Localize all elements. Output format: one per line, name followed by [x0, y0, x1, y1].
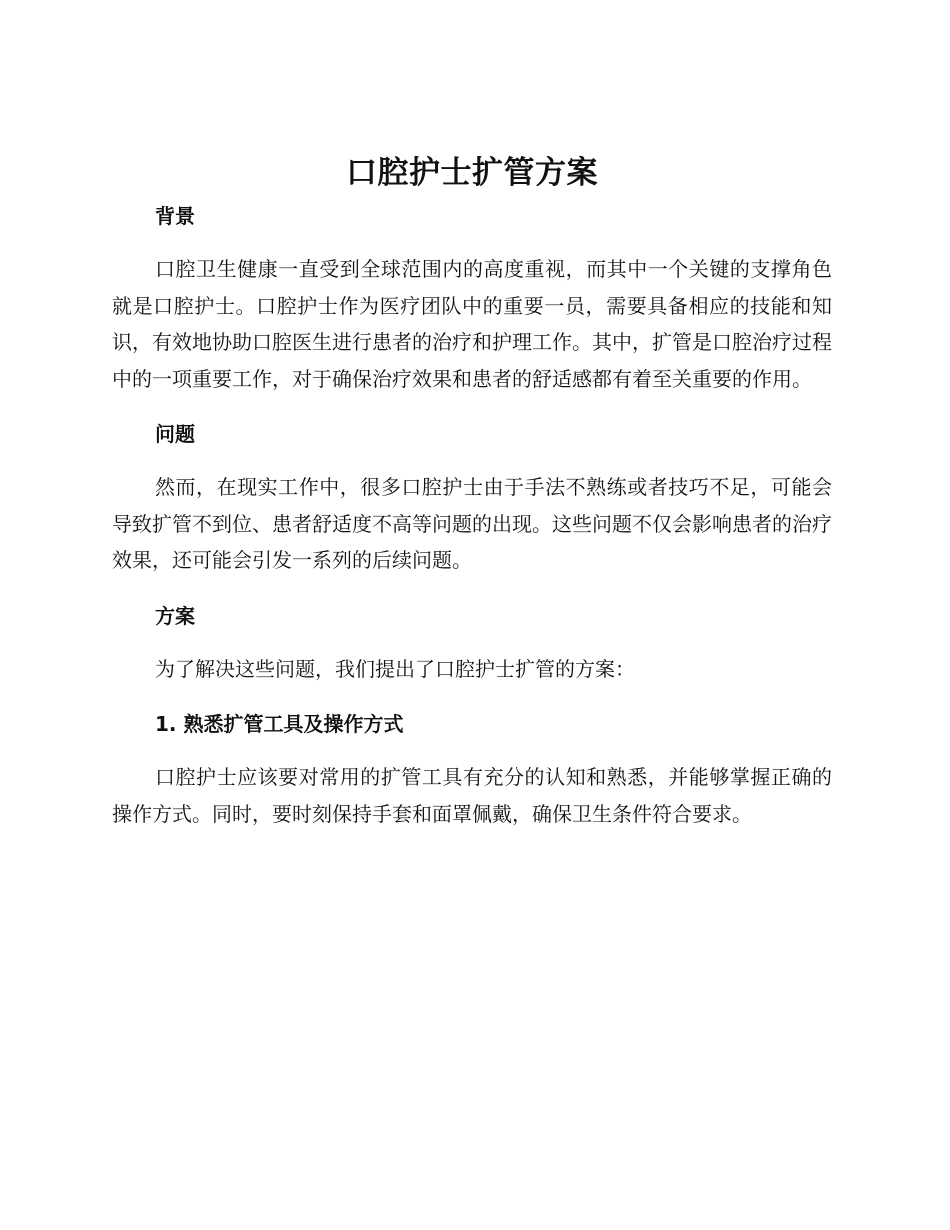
document-title: 口腔护士扩管方案	[346, 155, 598, 191]
spacer	[112, 236, 832, 251]
section-paragraph-background: 口腔卫生健康一直受到全球范围内的高度重视，而其中一个关键的支撑角色就是口腔护士。口腔护士作为医疗团队中的重要一员，需要具备相应的技能和知识，有效地协助口腔医生进行患者的治疗和护理工作。其中，扩管是口腔治疗过程中的一项重要工作，对于确保治疗效果和患者的舒适感都有着至关重要的作用。	[112, 257, 832, 391]
section-heading-problem: 问题	[155, 422, 195, 446]
subsection-heading-tools: 1. 熟悉扩管工具及操作方式	[155, 712, 404, 736]
document-page	[112, 146, 832, 832]
section-heading-solution: 方案	[155, 603, 195, 628]
spacer	[112, 636, 832, 651]
subsection-paragraph-tools: 口腔护士应该要对常用的扩管工具有充分的认知和熟悉，并能够掌握正确的操作方式。同时，要时刻保持手套和面罩佩戴，确保卫生条件符合要求。	[112, 765, 832, 826]
spacer	[112, 454, 832, 469]
section-heading-background: 背景	[155, 204, 195, 228]
section-paragraph-solution: 为了解决这些问题，我们提出了口腔护士扩管的方案：	[155, 656, 635, 681]
spacer	[112, 579, 832, 596]
spacer	[112, 687, 832, 704]
spacer	[112, 744, 832, 759]
section-paragraph-problem: 然而，在现实工作中，很多口腔护士由于手法不熟练或者技巧不足，可能会导致扩管不到位、患者舒适度不高等问题的出现。这些问题不仅会影响患者的治疗效果，还可能会引发一系列的后续问题。	[112, 475, 832, 572]
spacer	[112, 397, 832, 414]
